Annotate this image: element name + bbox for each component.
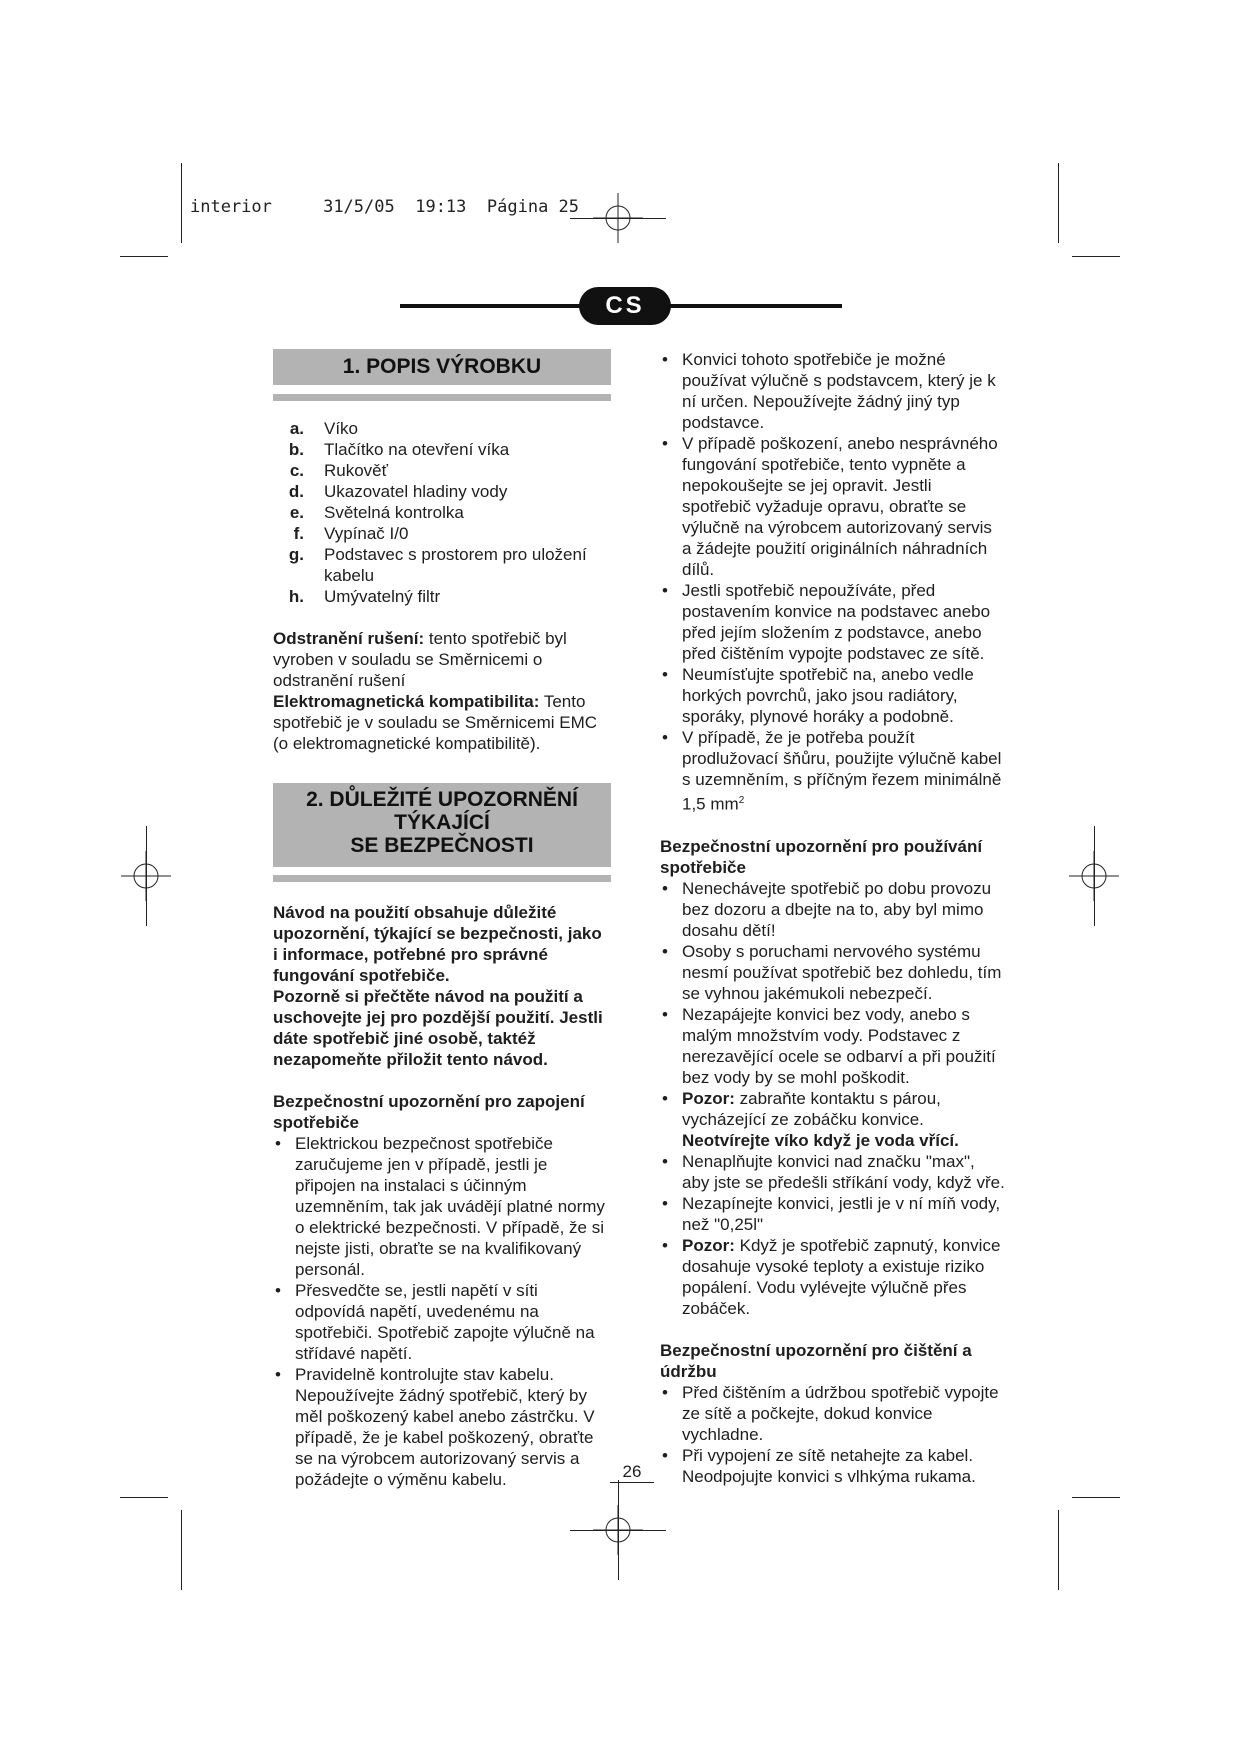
steam-warning: Neotvírejte víko když je voda vřící. [682, 1130, 959, 1150]
section2-title-line2: SE BEZPEČNOSTI [350, 834, 534, 857]
crop-mark [120, 256, 168, 257]
connection-list [273, 1133, 611, 1490]
usage-list [660, 878, 1005, 1319]
section2-heading [273, 783, 611, 867]
emc-label: Elektromagnetická kompatibilita: [273, 692, 540, 711]
list-item: d. Ukazovatel hladiny vody [288, 482, 508, 501]
list-item: a. Víko [289, 419, 359, 438]
connection-heading: Bezpečnostní upozornění pro zapojení spotřebiče [273, 1092, 585, 1132]
crop-mark [120, 1497, 168, 1498]
cleaning-heading: Bezpečnostní upozornění pro čištění a údržbu [660, 1340, 972, 1381]
list-item: • Neumísťujte spotřebič na, anebo vedle horkých povrchů, jako jsou radiátory, sporáky, plynové horáky a podobně. [660, 664, 1005, 727]
connection-list-continued [660, 349, 1005, 815]
crop-mark [618, 1480, 619, 1580]
list-item: b. Tlačítko na otevření víka [288, 440, 510, 459]
hot-label: Pozor: [682, 1235, 735, 1255]
list-item [660, 727, 1005, 815]
crop-mark [181, 1510, 182, 1590]
list-item: • Nenechávejte spotřebič po dobu provozu bez dozoru a dbejte na to, aby byl mimo dosahu dětí! [660, 878, 1005, 941]
crop-mark [1058, 163, 1059, 243]
section2-title-line1: 2. DŮLEŽITÉ UPOZORNĚNÍ TÝKAJÍCÍ [306, 788, 578, 834]
list-item: • Nezapájejte konvici bez vody, anebo s malým množstvím vody. Podstavec z nerezavějící ocele se odbarví a při použití bez vody by se mohl poškodit. [660, 1004, 1005, 1088]
slug-date: 31/5/05 [323, 197, 395, 217]
crop-mark [1058, 1510, 1059, 1590]
crop-mark [1094, 826, 1095, 926]
slug-name: interior [190, 197, 272, 217]
usage-heading: Bezpečnostní upozornění pro používání spotřebiče [660, 836, 983, 877]
list-item: • Pravidelně kontrolujte stav kabelu. Nepoužívejte žádný spotřebič, který by měl poškozený kabel anebo zástrčku. V případě, že je kabel poškozený, obraťte se na výrobcem autorizovaný servis a požádejte o výměnu kabelu. [273, 1364, 611, 1490]
intro-paragraph-2: Pozorně si přečtěte návod na použití a uschovejte jej pro pozdější použití. Jestli dáte spotřebič jiné osobě, taktéž nezapomeňte přiložit tento návod. [273, 987, 603, 1069]
section-rule [273, 394, 611, 401]
steam-label: Pozor: [682, 1088, 735, 1108]
list-item [660, 1235, 1005, 1319]
left-column [273, 349, 611, 1490]
section1-heading [273, 349, 611, 385]
list-item [660, 1088, 1005, 1151]
cleaning-list [660, 1382, 1005, 1487]
extension-text: V případě, že je potřeba použít prodlužovací šňůru, použijte výlučně kabel s uzemněním, s příčným řezem minimálně 1,5 mm [682, 728, 1002, 814]
list-item: • V případě poškození, anebo nesprávného fungování spotřebiče, tento vypněte a nepokoušejte se jej opravit. Jestli spotřebič vyžaduje opravu, obraťte se výlučně na výrobcem autorizovaný servis a žádejte použití originálních náhradních dílů. [660, 433, 1005, 580]
list-item: • Jestli spotřebič nepoužíváte, před postavením konvice na podstavec anebo před jejím složením z podstavce, anebo před čištěním vypojte podstavec ze sítě. [660, 580, 1005, 664]
list-item: c. Rukověť [289, 461, 389, 480]
interference-paragraph [273, 628, 611, 691]
emc-paragraph [273, 691, 611, 754]
crop-mark [181, 163, 182, 243]
parts-list [273, 418, 611, 607]
crop-mark [1072, 1497, 1120, 1498]
list-item: • Nenaplňujte konvici nad značku "max", aby jste se předešli stříkání vody, když vře. [660, 1151, 1005, 1193]
right-column [660, 349, 1005, 1487]
intro-paragraph-1: Návod na použití obsahuje důležité upozornění, týkající se bezpečnosti, jako i informace, potřebné pro správné fungování spotřebiče. [273, 903, 602, 985]
list-item: • Před čištěním a údržbou spotřebič vypojte ze sítě a počkejte, dokud konvice vychladne. [660, 1382, 1005, 1445]
emc-text: Tento spotřebič je v souladu se Směrnicemi EMC (o elektromagnetické kompatibilitě). [273, 692, 598, 753]
page-number: 26 [610, 1462, 654, 1483]
slug-page: Página 25 [486, 197, 580, 217]
crop-mark [1072, 256, 1120, 257]
hot-text: Když je spotřebič zapnutý, konvice dosahuje vysoké teploty a existuje riziko popálení. Vodu vylévejte výlučně přes zobáček. [682, 1235, 1001, 1318]
language-badge: CS [579, 287, 671, 325]
print-slug [190, 197, 579, 217]
slug-time: 19:13 [415, 197, 467, 217]
extension-superscript: 2 [738, 795, 745, 806]
section-rule [273, 875, 611, 882]
crop-mark [570, 218, 666, 219]
language-bar-right [660, 304, 842, 308]
list-item: • Elektrickou bezpečnost spotřebiče zaručujeme jen v případě, jestli je připojen na instalaci s účinným uzemněním, tak jak uvádějí platné normy o elektrické bezpečnosti. V případě, že si nejste jisti, obraťte se na kvalifikovaný personál. [273, 1133, 611, 1280]
interference-text: tento spotřebič byl vyroben v souladu se Směrnicemi o odstranění rušení [273, 629, 567, 690]
list-item: • Nezapínejte konvici, jestli je v ní míň vody, než "0,25l" [660, 1193, 1005, 1235]
section1-title: 1. POPIS VÝROBKU [342, 355, 542, 378]
list-item: • Osoby s poruchami nervového systému nesmí používat spotřebič bez dohledu, tím se vyhnou jakémukoli nebezpečí. [660, 941, 1005, 1004]
list-item: • Konvici tohoto spotřebiče je možné používat výlučně s podstavcem, který je k ní určen. Nepoužívejte žádný jiný typ podstavce. [660, 349, 1005, 433]
list-item: e. Světelná kontrolka [289, 503, 464, 522]
list-item: • Přesvedčte se, jestli napětí v síti odpovídá napětí, uvedenému na spotřebiči. Spotřebič zapojte výlučně na střídavé napětí. [273, 1280, 611, 1364]
language-bar-left [400, 304, 590, 308]
crop-mark [146, 826, 147, 926]
list-item: g. Podstavec s prostorem pro uložení kabelu [288, 545, 587, 585]
interference-label: Odstranění rušení: [273, 629, 425, 648]
steam-text: zabraňte kontaktu s párou, vycházející ze zobáčku konvice. [682, 1088, 941, 1129]
list-item: f. Vypínač I/0 [293, 524, 409, 543]
list-item: h. Umývatelný filtr [288, 587, 441, 606]
list-item: • Při vypojení ze sítě netahejte za kabel. Neodpojujte konvici s vlhkýma rukama. [660, 1445, 1005, 1487]
